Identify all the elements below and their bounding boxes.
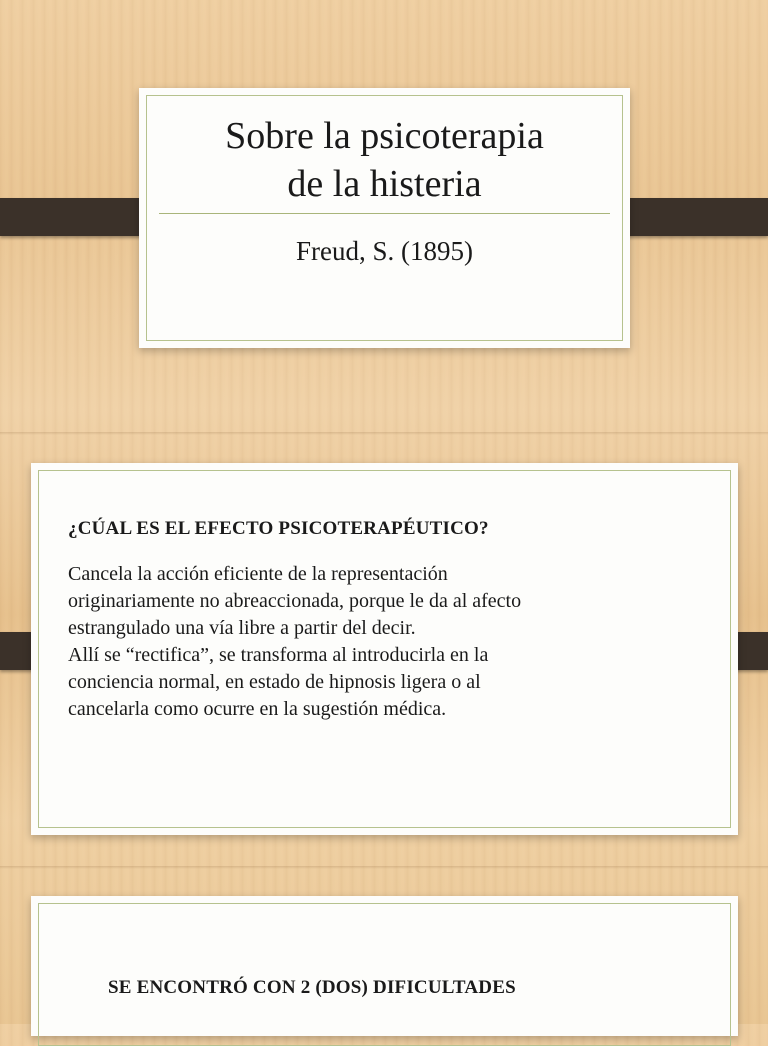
content-card-border bbox=[38, 903, 731, 1046]
slide-heading: ¿CÚAL ES EL EFECTO PSICOTERAPÉUTICO? bbox=[68, 518, 489, 539]
slide-subtitle: Freud, S. (1895) bbox=[296, 236, 473, 266]
body-paragraph bbox=[68, 561, 668, 723]
body-line: Cancela la acción eficiente de la representación bbox=[68, 563, 448, 585]
slide-title-line-1: Sobre la psicoterapia bbox=[225, 115, 544, 157]
content-card bbox=[31, 896, 738, 1036]
slide-separator bbox=[0, 432, 768, 435]
left-decorative-bar bbox=[0, 198, 156, 236]
body-line: originariamente no abreaccionada, porque le da al afecto bbox=[68, 590, 522, 612]
title-divider bbox=[159, 213, 610, 214]
body-line: conciencia normal, en estado de hipnosis ligera o al bbox=[68, 671, 481, 693]
slide-separator bbox=[0, 866, 768, 869]
slide-title-line-2: de la histeria bbox=[287, 163, 482, 205]
body-line: cancelarla como ocurre en la sugestión médica. bbox=[68, 698, 447, 720]
slide-title bbox=[139, 112, 630, 208]
slide-heading: SE ENCONTRÓ CON 2 (DOS) DIFICULTADES bbox=[108, 977, 516, 998]
title-card bbox=[139, 88, 630, 348]
body-line: estrangulado una vía libre a partir del decir. bbox=[68, 617, 416, 639]
right-decorative-bar bbox=[613, 198, 768, 236]
body-line: Allí se “rectifica”, se transforma al introducirla en la bbox=[68, 644, 489, 666]
